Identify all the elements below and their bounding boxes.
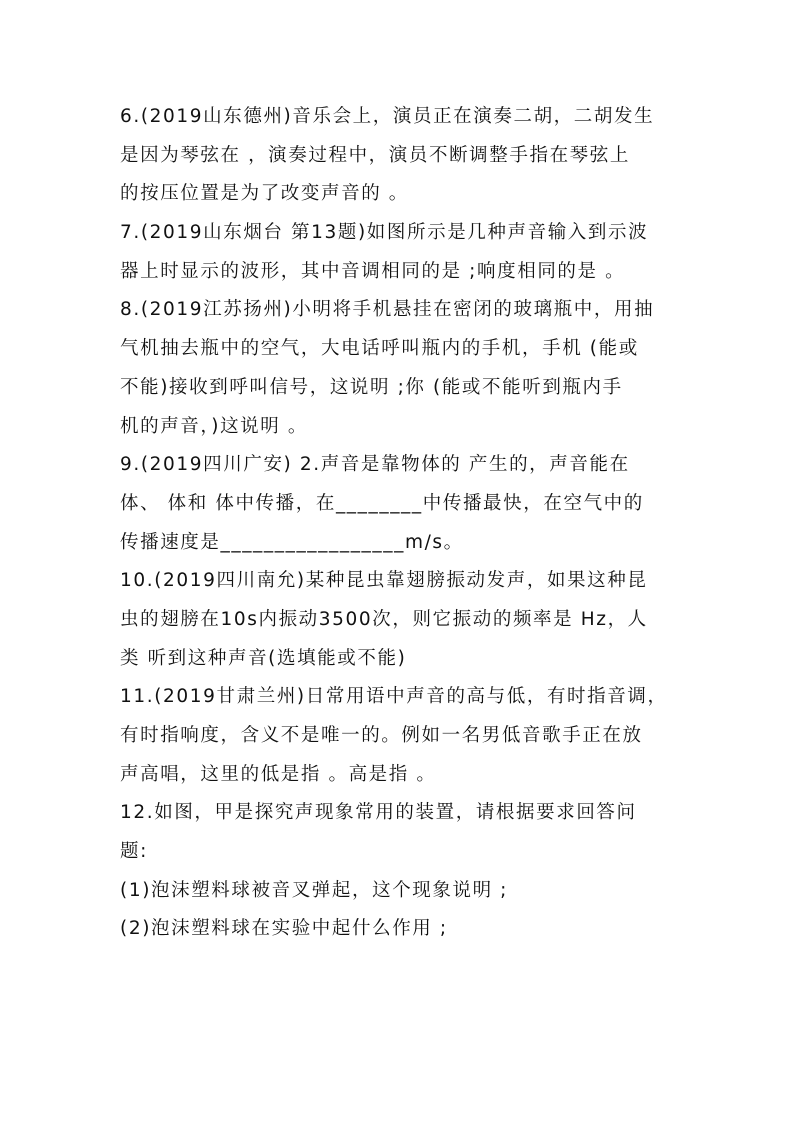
q7-line-2: 器上时显示的波形，其中音调相同的是 ;响度相同的是 。 [120,260,626,282]
q6-line-2: 是因为琴弦在 ，演奏过程中，演员不断调整手指在琴弦上 [120,144,630,166]
q12-sub-1: (1)泡沫塑料球被音叉弹起，这个现象说明 ; [120,879,509,901]
q6-line-1: 6.(2019山东德州)音乐会上，演员正在演奏二胡，二胡发生 [120,106,655,127]
q10-line-2: 虫的翅膀在10s内振动3500次，则它振动的频率是 Hz，人 [120,608,648,630]
q9-line-2: 体、 体和 体中传播，在________中传播最快，在空气中的 [120,492,644,514]
q11-line-1: 11.(2019甘肃兰州)日常用语中声音的高与低，有时指音调， [120,686,668,708]
q8-line-2: 气机抽去瓶中的空气，大电话呼叫瓶内的手机，手机 (能或 [120,338,639,360]
q8-line-4: 机的声音，)这说明 。 [120,415,308,437]
q11-line-3: 声高唱，这里的低是指 。高是指 。 [120,763,437,785]
q12-sub-2: (2)泡沫塑料球在实验中起什么作用 ; [120,918,448,940]
q12-line-2: 题: [120,841,148,863]
q12-line-1: 12.如图，甲是探究声现象常用的装置，请根据要求回答问 [120,802,637,824]
q10-line-1: 10.(2019四川南允)某种昆虫靠翅膀振动发声，如果这种昆 [120,570,648,592]
q10-line-3: 类 听到这种声音(选填能或不能) [120,647,407,669]
q11-line-2: 有时指响度，含义不是唯一的。例如一名男低音歌手正在放 [120,725,643,746]
q8-line-3: 不能)接收到呼叫信号，这说明 ;你 (能或不能听到瓶内手 [120,376,623,398]
q9-line-3: 传播速度是_________________m/s。 [120,531,464,553]
q7-line-1: 7.(2019山东烟台 第13题)如图所示是几种声音输入到示波 [120,222,649,244]
q9-line-1: 9.(2019四川广安) 2.声音是靠物体的 产生的，声音能在 [120,454,630,476]
q6-line-3: 的按压位置是为了改变声音的 。 [120,183,409,205]
q8-line-1: 8.(2019江苏扬州)小明将手机悬挂在密闭的玻璃瓶中，用抽 [120,299,655,321]
